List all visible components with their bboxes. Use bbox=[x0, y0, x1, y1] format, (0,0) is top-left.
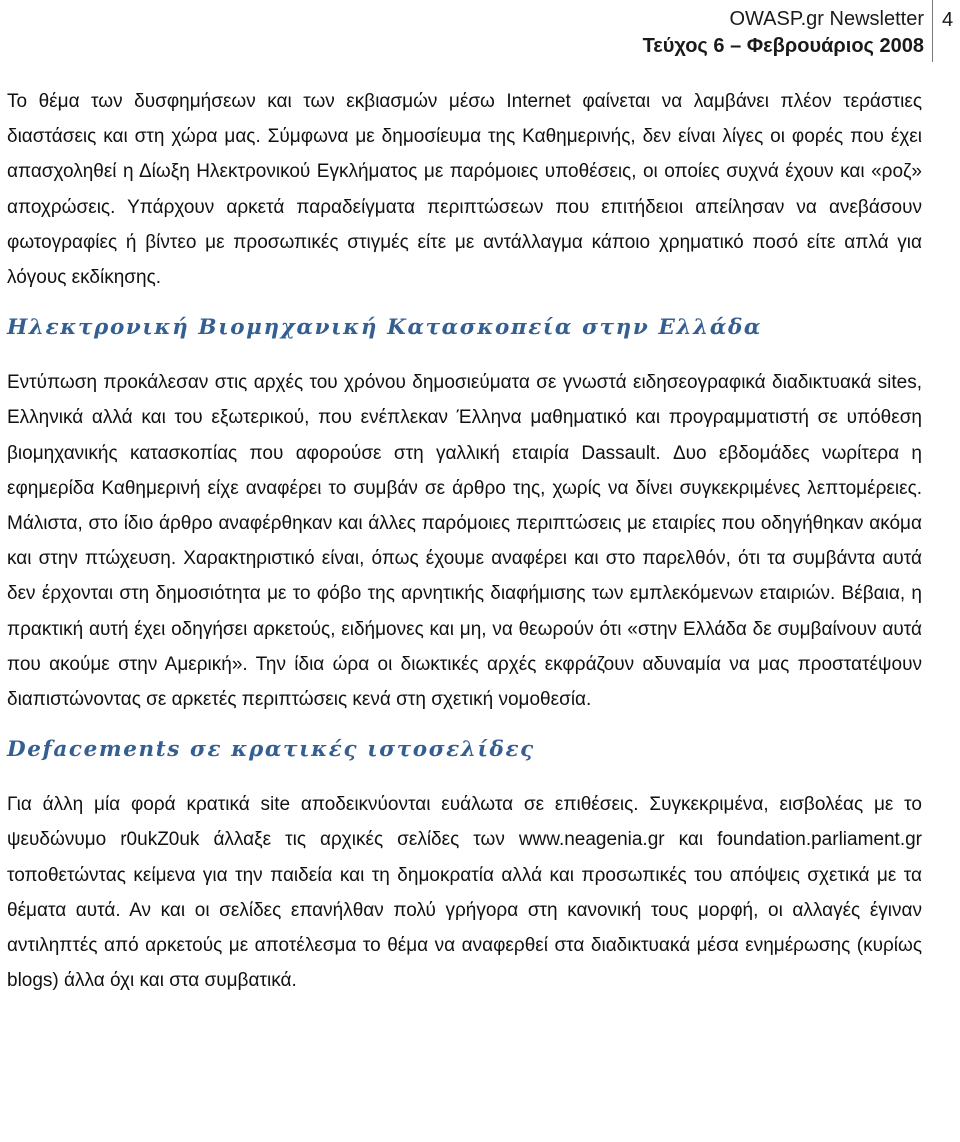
page-header bbox=[0, 0, 960, 62]
header-divider bbox=[932, 0, 933, 62]
issue-label: Τεύχος 6 – Φεβρουάριος 2008 bbox=[642, 35, 924, 57]
heading-defacements: Defacements σε κρατικές ιστοσελίδες bbox=[7, 737, 535, 763]
header-title-block bbox=[643, 6, 924, 60]
page-number: 4 bbox=[942, 9, 954, 31]
paragraph-industrial-espionage: Εντύπωση προκάλεσαν στις αρχές του χρόνου δημοσιεύματα σε γνωστά ειδησεογραφικά διαδικτυακά sites, Ελληνικά αλλά και του εξωτερικού, που ενέπλεκαν Έλληνα μαθηματικό και προγραμματιστή σε υπόθεση βιομηχανικής κατασκοπίας που αφορούσε στη γαλλική εταιρία Dassault. Δυο εβδομάδες νωρίτερα η εφημερίδα Καθημερινή είχε αναφέρει το συμβάν σε άρθρο της, χωρίς να δίνει συγκεκριμένες λεπτομέρειες. Μάλιστα, στο ίδιο άρθρο αναφέρθηκαν και άλλες παρόμοιες περιπτώσεις με εταιρίες που οδηγήθηκαν ακόμα και στην πτώχευση. Χαρακτηριστικό είναι, όπως έχουμε αναφέρει και στο παρελθόν, ότι τα συμβάντα αυτά δεν έρχονται στη δημοσιότητα με το φόβο της αρνητικής διαφήμισης των εμπλεκόμενων εταιριών. Βέβαια, η πρακτική αυτή έχει οδηγήσει αρκετούς, ειδήμονες και μη, να θεωρούν ότι «στην Ελλάδα δε συμβαίνουν αυτά που ακούμε στην Αμερική». Την ίδια ώρα οι διωκτικές αρχές εκφράζουν αδυναμία να μας προστατέψουν διαπιστώνοντας σε αρκετές περιπτώσεις κενά στη σχετική νομοθεσία. bbox=[7, 372, 922, 711]
paragraph-defamation: Το θέμα των δυσφημήσεων και των εκβιασμών μέσω Internet φαίνεται να λαμβάνει πλέον τεράστιες διαστάσεις και στη χώρα μας. Σύμφωνα με δημοσίευμα της Καθημερινής, δεν είναι λίγες οι φορές που έχει απασχοληθεί η Δίωξη Ηλεκτρονικού Εγκλήματος με παρόμοιες υποθέσεις, οι οποίες συχνά έχουν και «ροζ» αποχρώσεις. Υπάρχουν αρκετά παραδείγματα περιπτώσεων που επιτήδειοι απείλησαν να ανεβάσουν φωτογραφίες ή βίντεο με προσωπικές στιγμές είτε με αντάλλαγμα κάποιο χρηματικό ποσό είτε απλά για λόγους εκδίκησης. bbox=[7, 91, 922, 289]
newsletter-title: OWASP.gr Newsletter bbox=[729, 8, 924, 30]
paragraph-defacements: Για άλλη μία φορά κρατικά site αποδεικνύονται ευάλωτα σε επιθέσεις. Συγκεκριμένα, εισβολέας με το ψευδώνυμο r0ukZ0uk άλλαξε τις αρχικές σελίδες των www.neagenia.gr και foundation.parliament.gr τοποθετώντας κείμενα για την παιδεία και τη δημοκρατία αλλά και προσωπικές του απόψεις σχετικά με τα θέματα αυτά. Αν και οι σελίδες επανήλθαν πολύ γρήγορα στη κανονική τους μορφή, οι αλλαγές έγιναν αντιληπτές από αρκετούς με αποτέλεσμα το θέμα να αναφερθεί στα διαδικτυακά μέσα ενημέρωσης (κυρίως blogs) άλλα όχι και στα συμβατικά. bbox=[7, 794, 922, 992]
heading-industrial-espionage: Ηλεκτρονική Βιομηχανική Κατασκοπεία στην Ελλάδα bbox=[7, 315, 763, 341]
article-body bbox=[7, 84, 922, 998]
